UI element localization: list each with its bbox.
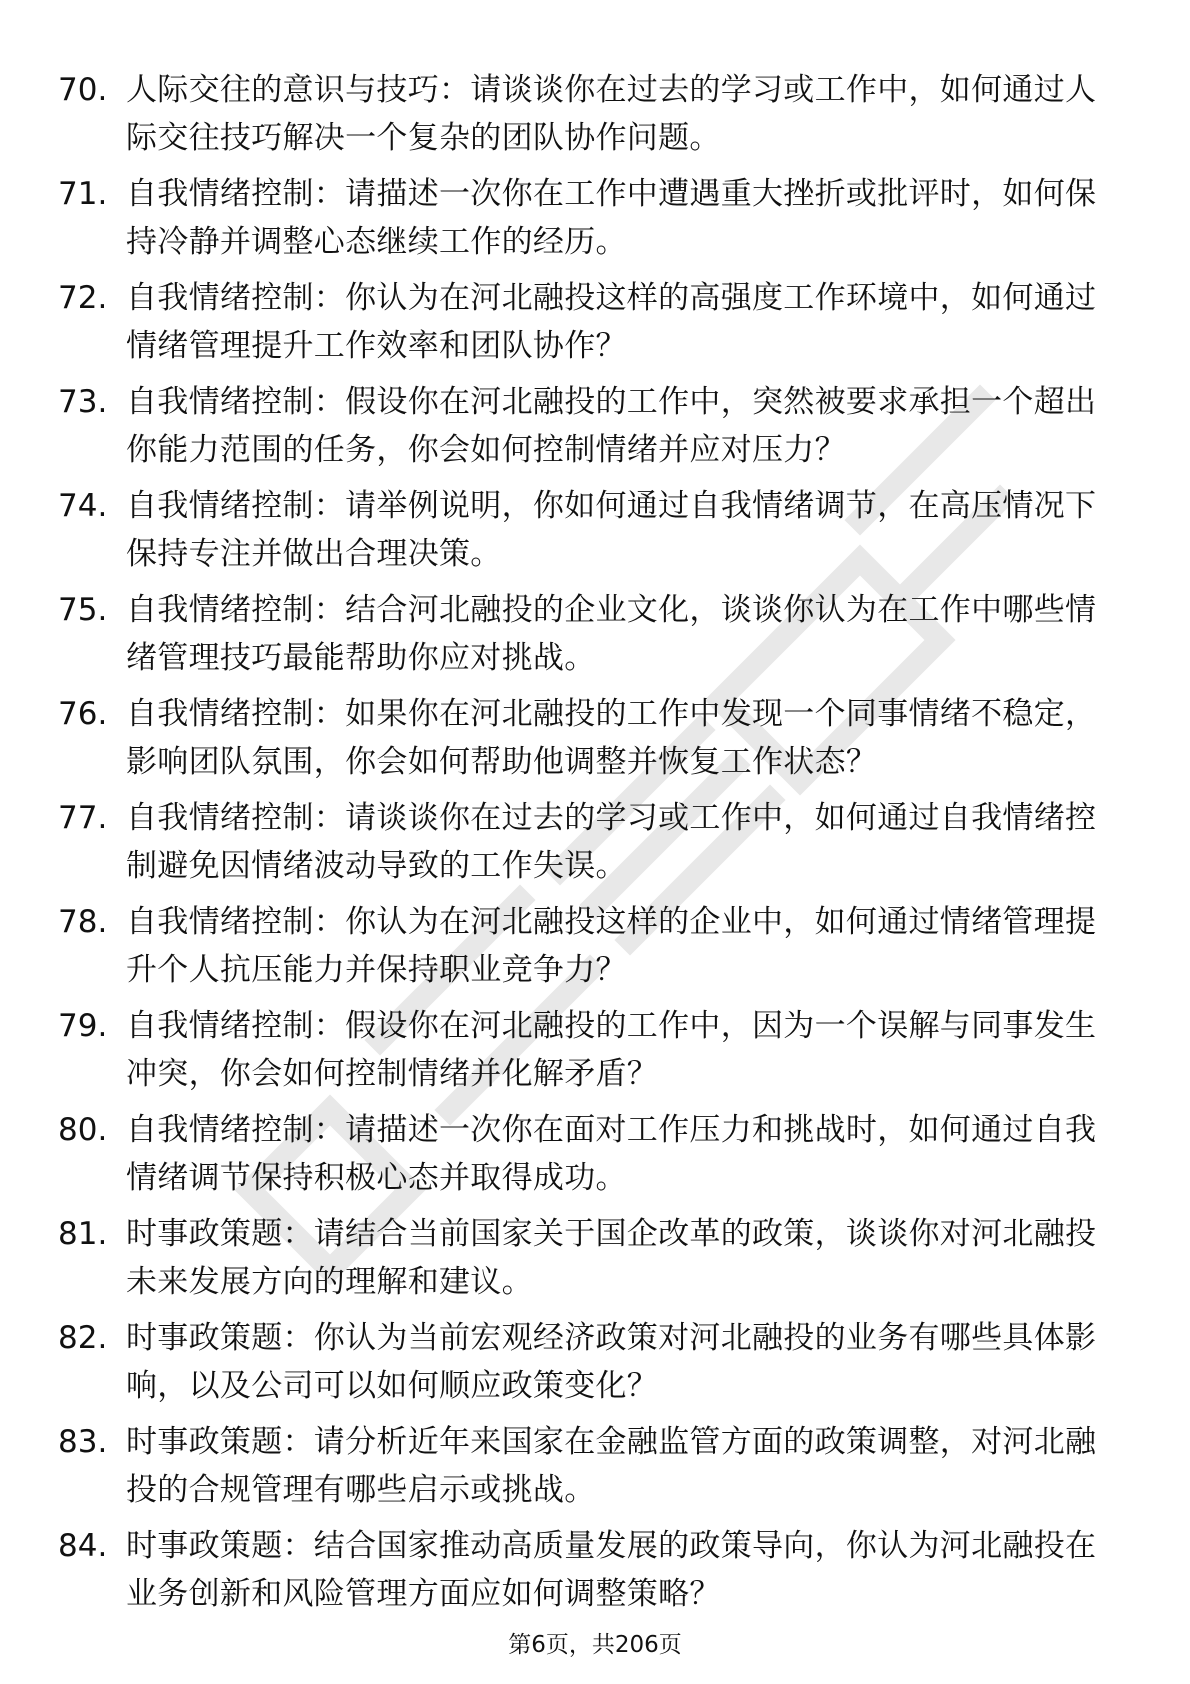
- question-text: 时事政策题：结合国家推动高质量发展的政策导向，你认为河北融投在业务创新和风险管理方面应如何调整策略？: [126, 1528, 1097, 1612]
- question-item: [58, 372, 1118, 476]
- question-item: [58, 164, 1118, 268]
- question-item: [58, 1100, 1118, 1204]
- question-item: [58, 1308, 1118, 1412]
- question-number: 78.: [58, 904, 108, 940]
- question-number: 81.: [58, 1216, 108, 1252]
- question-number: 75.: [58, 592, 108, 628]
- question-text: 时事政策题：请分析近年来国家在金融监管方面的政策调整，对河北融投的合规管理有哪些启示或挑战。: [126, 1424, 1097, 1508]
- question-number: 73.: [58, 384, 108, 420]
- question-number: 79.: [58, 1008, 108, 1044]
- question-item: [58, 1204, 1118, 1308]
- question-text: 自我情绪控制：假设你在河北融投的工作中，突然被要求承担一个超出你能力范围的任务，你会如何控制情绪并应对压力？: [126, 384, 1097, 468]
- question-item: [58, 268, 1118, 372]
- question-text: 自我情绪控制：请谈谈你在过去的学习或工作中，如何通过自我情绪控制避免因情绪波动导致的工作失误。: [126, 800, 1097, 884]
- question-number: 80.: [58, 1112, 108, 1148]
- question-number: 84.: [58, 1528, 108, 1564]
- question-number: 83.: [58, 1424, 108, 1460]
- question-text: 人际交往的意识与技巧：请谈谈你在过去的学习或工作中，如何通过人际交往技巧解决一个复杂的团队协作问题。: [126, 72, 1097, 156]
- question-number: 72.: [58, 280, 108, 316]
- question-list: [0, 60, 1190, 1620]
- question-number: 76.: [58, 696, 108, 732]
- question-number: 82.: [58, 1320, 108, 1356]
- question-text: 自我情绪控制：如果你在河北融投的工作中发现一个同事情绪不稳定，影响团队氛围，你会如何帮助他调整并恢复工作状态？: [126, 696, 1097, 780]
- question-text: 自我情绪控制：请描述一次你在面对工作压力和挑战时，如何通过自我情绪调节保持积极心态并取得成功。: [126, 1112, 1097, 1196]
- question-text: 自我情绪控制：你认为在河北融投这样的高强度工作环境中，如何通过情绪管理提升工作效率和团队协作？: [126, 280, 1097, 364]
- page-number-label: 第6页，共206页: [508, 1632, 682, 1658]
- question-text: 自我情绪控制：你认为在河北融投这样的企业中，如何通过情绪管理提升个人抗压能力并保持职业竞争力？: [126, 904, 1097, 988]
- question-number: 70.: [58, 72, 108, 108]
- question-text: 自我情绪控制：假设你在河北融投的工作中，因为一个误解与同事发生冲突，你会如何控制情绪并化解矛盾？: [126, 1008, 1097, 1092]
- question-text: 自我情绪控制：请举例说明，你如何通过自我情绪调节，在高压情况下保持专注并做出合理决策。: [126, 488, 1097, 572]
- question-number: 71.: [58, 176, 108, 212]
- question-item: [58, 1516, 1118, 1620]
- question-item: [58, 580, 1118, 684]
- question-text: 自我情绪控制：请描述一次你在工作中遭遇重大挫折或批评时，如何保持冷静并调整心态继续工作的经历。: [126, 176, 1097, 260]
- question-item: [58, 1412, 1118, 1516]
- question-number: 77.: [58, 800, 108, 836]
- question-item: [58, 684, 1118, 788]
- question-item: [58, 892, 1118, 996]
- page-footer: [0, 1630, 1190, 1660]
- question-text: 自我情绪控制：结合河北融投的企业文化，谈谈你认为在工作中哪些情绪管理技巧最能帮助你应对挑战。: [126, 592, 1097, 676]
- question-text: 时事政策题：你认为当前宏观经济政策对河北融投的业务有哪些具体影响，以及公司可以如何顺应政策变化？: [126, 1320, 1097, 1404]
- question-text: 时事政策题：请结合当前国家关于国企改革的政策，谈谈你对河北融投未来发展方向的理解和建议。: [126, 1216, 1097, 1300]
- question-item: [58, 476, 1118, 580]
- question-item: [58, 788, 1118, 892]
- question-item: [58, 996, 1118, 1100]
- question-number: 74.: [58, 488, 108, 524]
- question-item: [58, 60, 1118, 164]
